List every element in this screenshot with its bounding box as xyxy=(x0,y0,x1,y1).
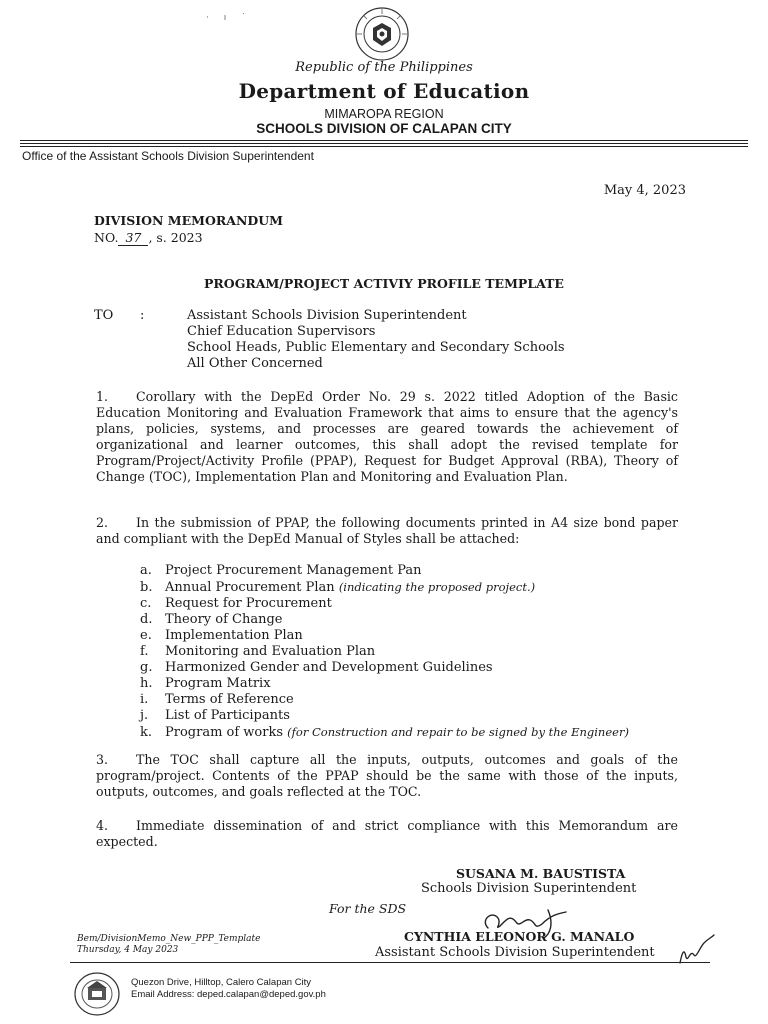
paragraph-number: 4. xyxy=(96,818,109,833)
list-item xyxy=(140,660,629,676)
header-rule-bottom xyxy=(20,146,748,147)
asds-title: Assistant Schools Division Superintendent xyxy=(375,945,655,960)
list-letter: k. xyxy=(140,725,153,740)
list-letter: f. xyxy=(140,644,149,659)
republic-line: Republic of the Philippines xyxy=(295,60,473,75)
to-colon: : xyxy=(140,308,145,323)
list-note: (for Construction and repair to be signed by the Engineer) xyxy=(287,725,629,739)
department-name: Department of Education xyxy=(238,79,530,103)
deped-seal-icon xyxy=(354,6,410,62)
for-sds-label: For the SDS xyxy=(329,901,407,916)
list-letter: c. xyxy=(140,596,152,611)
list-text: Project Procurement Management Pan xyxy=(165,563,422,578)
sds-title: Schools Division Superintendent xyxy=(421,881,637,896)
list-text: Monitoring and Evaluation Plan xyxy=(165,644,376,659)
memo-number-value: 37 xyxy=(118,230,148,246)
list-letter: h. xyxy=(140,676,153,691)
list-text: Request for Procurement xyxy=(165,596,332,611)
list-text: Program Matrix xyxy=(165,676,271,691)
list-text: Annual Procurement Plan xyxy=(165,580,339,595)
list-item xyxy=(140,724,629,741)
scan-marks: · ı ˙ xyxy=(206,13,252,23)
list-letter: i. xyxy=(140,692,149,707)
list-text: Terms of Reference xyxy=(165,692,294,707)
paragraph-3 xyxy=(96,752,678,800)
list-item xyxy=(140,676,629,692)
paragraph-text: Corollary with the DepEd Order No. 29 s. 2022 titled Adoption of the Basic Education Monitoring and Evaluation Framework that aims to ensure that the agency's plans, policies, systems, and processes are geared towards the achievement of organizational and learner outcomes, this shall adopt the revised template for Program/Project/Activity Profile (PPAP), Request for Budget Approval (RBA), Theory of Change (TOC), Implementation Plan and Monitoring and Evaluation Plan. xyxy=(96,389,678,484)
list-item xyxy=(140,692,629,708)
list-item xyxy=(140,612,629,628)
paragraph-text: Immediate dissemination of and strict compliance with this Memorandum are expected. xyxy=(96,818,678,849)
list-letter: a. xyxy=(140,563,152,578)
list-letter: d. xyxy=(140,612,153,627)
to-label: TO xyxy=(94,308,114,323)
list-letter: e. xyxy=(140,628,152,643)
division-logo-icon xyxy=(73,971,121,1017)
recipient-item: Assistant Schools Division Superintendent xyxy=(187,308,467,323)
recipient-list xyxy=(187,308,565,372)
memo-date: May 4, 2023 xyxy=(603,183,686,198)
list-item xyxy=(140,579,629,596)
memo-number-suffix: , s. 2023 xyxy=(148,230,203,245)
address-line: Quezon Drive, Hilltop, Calero Calapan City xyxy=(131,977,312,988)
sds-name: SUSANA M. BAUSTISTA xyxy=(456,866,626,881)
memo-number xyxy=(94,230,203,246)
list-text: Harmonized Gender and Development Guidelines xyxy=(165,660,493,675)
list-item xyxy=(140,563,629,579)
paragraph-text: The TOC shall capture all the inputs, outputs, outcomes and goals of the program/project. Contents of the PPAP should be the same with those of the inputs, outputs, outcomes, and goals reflected at the TOC. xyxy=(96,752,678,799)
recipient-item: All Other Concerned xyxy=(187,356,323,371)
header-rule-top xyxy=(20,140,748,141)
memo-label: DIVISION MEMORANDUM xyxy=(94,213,283,228)
list-item xyxy=(140,708,629,724)
list-letter: j. xyxy=(140,708,149,723)
list-text: Program of works xyxy=(165,725,288,740)
list-text: Theory of Change xyxy=(165,612,283,627)
paragraph-text: In the submission of PPAP, the following documents printed in A4 size bond paper and compliant with the DepEd Manual of Styles shall be attached: xyxy=(96,515,678,546)
memo-number-prefix: NO. xyxy=(94,230,119,245)
email-line: Email Address: deped.calapan@deped.gov.ph xyxy=(131,989,326,1000)
region-line: MIMAROPA REGION xyxy=(324,107,444,121)
recipient-item: School Heads, Public Elementary and Secondary Schools xyxy=(187,340,565,355)
paragraph-number: 2. xyxy=(96,515,109,530)
paragraph-number: 1. xyxy=(96,389,109,404)
paragraph-2 xyxy=(96,515,678,547)
list-text: Implementation Plan xyxy=(165,628,303,643)
footer-address xyxy=(131,977,326,1001)
paragraph-number: 3. xyxy=(96,752,109,767)
list-item xyxy=(140,628,629,644)
footer-rule xyxy=(70,962,710,963)
reference-code xyxy=(77,934,260,956)
header-rule-middle xyxy=(20,143,748,144)
asds-name: CYNTHIA ELEONOR G. MANALO xyxy=(404,929,635,944)
recipient-item: Chief Education Supervisors xyxy=(187,324,376,339)
reference-file: Bem/DivisionMemo_New_PPP_Template xyxy=(77,934,261,944)
office-line: Office of the Assistant Schools Division Superintendent xyxy=(22,149,314,163)
list-letter: g. xyxy=(140,660,153,675)
paragraph-1 xyxy=(96,389,678,485)
requirements-list xyxy=(140,563,629,741)
list-text: List of Participants xyxy=(165,708,290,723)
paragraph-4 xyxy=(96,818,678,850)
reference-date: Thursday, 4 May 2023 xyxy=(77,945,179,955)
memo-subject: PROGRAM/PROJECT ACTIVIY PROFILE TEMPLATE xyxy=(204,276,564,291)
list-letter: b. xyxy=(140,580,153,595)
list-note: (indicating the proposed project.) xyxy=(338,580,536,594)
division-line: SCHOOLS DIVISION OF CALAPAN CITY xyxy=(256,121,512,136)
list-item xyxy=(140,644,629,660)
list-item xyxy=(140,596,629,612)
